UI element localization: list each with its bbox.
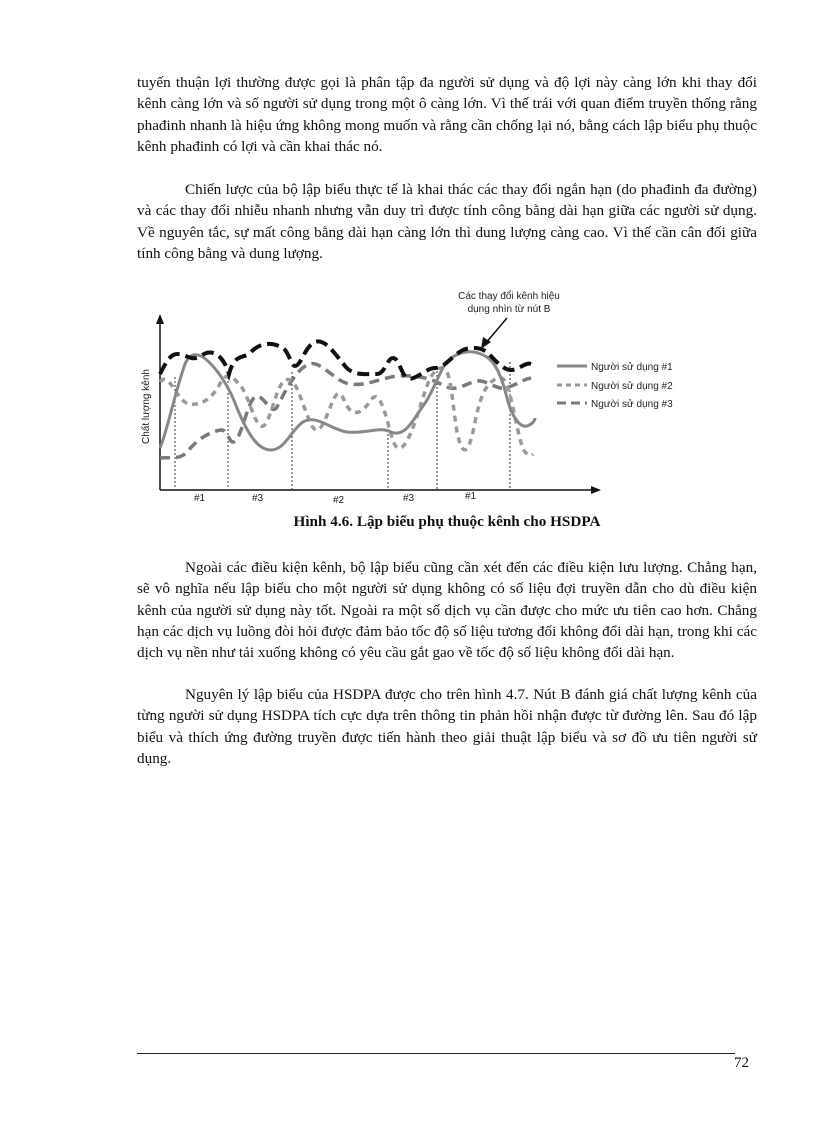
- paragraph-1: tuyến thuận lợi thường được gọi là phân tập đa người sử dụng và độ lợi này càng lớn khi thay đổi kênh càng lớn và số người sử dụng trong một ô càng lớn. Vì thế trái với quan điểm truyền thống rằng phađinh nhanh là hiệu ứng không mong muốn và rằng cần chống lại nó, bằng cách lập biểu phụ thuộc kênh phađinh có lợi và cần khai thác nó.: [137, 74, 757, 155]
- slot-label-1: #1: [194, 493, 206, 504]
- annotation-arrow: [485, 318, 507, 344]
- page-number: 72: [734, 1055, 749, 1071]
- x-axis-arrow: [591, 486, 601, 494]
- annotation-line-2: dụng nhìn từ nút B: [467, 304, 551, 315]
- y-axis-arrow: [156, 314, 164, 324]
- slot-label-3: #2: [333, 495, 345, 506]
- channel-scheduling-figure: [125, 282, 673, 512]
- figure-caption: Hình 4.6. Lập biểu phụ thuộc kênh cho HSDPA: [293, 513, 601, 530]
- legend-label-user3: Người sử dụng #3: [591, 399, 673, 410]
- y-axis-label: Chất lượng kênh: [141, 369, 152, 444]
- annotation-line-1: Các thay đổi kênh hiệu: [458, 291, 560, 302]
- user2-curve: [160, 368, 533, 455]
- paragraph-3: Ngoài các điều kiện kênh, bộ lập biểu cũng cần xét đến các điều kiện lưu lượng. Chẳng hạn, sẽ vô nghĩa nếu lập biểu cho một người sử dụng không có số liệu đợi truyền dẫn cho dù điều kiện kênh của người sử dụng này tốt. Ngoài ra một số dịch vụ cần được cho mức ưu tiên cao hơn. Chẳng hạn các dịch vụ luồng đòi hỏi được đảm bảo tốc độ số liệu tương đối không đổi dài hạn, trong khi các dịch vụ nền như tải xuống không có yêu cầu gắt gao về tốc độ số liệu không đổi dài hạn.: [137, 559, 757, 662]
- user3-curve: [160, 364, 531, 458]
- legend-label-user2: Người sử dụng #2: [591, 381, 673, 392]
- paragraph-4: Nguyên lý lập biểu của HSDPA được cho trên hình 4.7. Nút B đánh giá chất lượng kênh của từng người sử dụng HSDPA tích cực dựa trên thông tin phản hồi nhận được từ đường lên. Sau đó lập biểu và thích ứng đường truyền được tiến hành theo giải thuật lập biểu và sơ đồ ưu tiên người sử dụng.: [137, 686, 757, 767]
- effective-channel-envelope: [160, 341, 531, 378]
- slot-label-5: #1: [465, 491, 477, 502]
- slot-label-4: #3: [403, 493, 415, 504]
- paragraph-2: Chiến lược của bộ lập biểu thực tế là khai thác các thay đổi ngắn hạn (do phađinh đa đường) và các thay đổi nhiễu nhanh nhưng vẫn duy trì được tính công bằng dài hạn giữa các người sử dụng. Về nguyên tắc, sự mất công bằng dài hạn càng lớn thì dung lượng càng cao. Vì thế cần cân đối giữa tính công bằng và dung lượng.: [137, 181, 757, 262]
- slot-label-2: #3: [252, 493, 264, 504]
- legend-label-user1: Người sử dụng #1: [591, 362, 673, 373]
- legend: [557, 361, 673, 410]
- footer-rule: [137, 1053, 735, 1054]
